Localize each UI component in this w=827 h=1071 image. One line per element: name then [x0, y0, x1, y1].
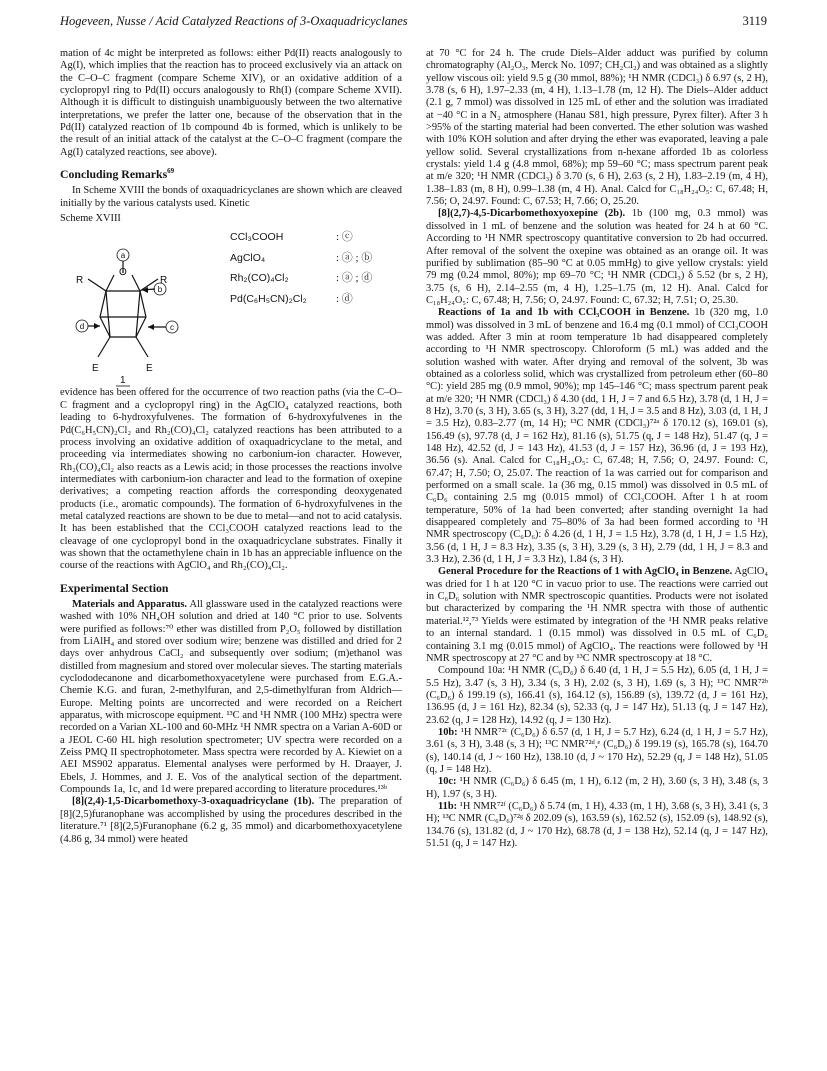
paragraph-lead: [8](2,4)-1,5-Dicarbomethoxy-3-oxaquadricyclane (1b). — [72, 796, 315, 808]
left-column — [60, 48, 402, 846]
label-e-left: E — [92, 363, 99, 375]
reagent-row — [230, 252, 402, 273]
paragraph: Reactions of 1a and 1b with CCl₃COOH in Benzene. 1b (320 mg, 1.0 mmol) was dissolved in 3 mL of benzene and 16.4 mg (0.1 mmol) of CCl₃COOH was added. After 3 min at room temperature 1b had disappeared completely according to ¹H NMR spectroscopy. Chloroform (5 mL) was added and the solution washed with water. After drying and removal of the solvent, 3b was obtained as a colorless solid, which was crystallized from petroleum ether (60–80 °C): yield 285 mg (0.9 mmol, 90%); mp 145–146 °C; mass spectrum parent peak at m/e 320; ¹H NMR (CDCl₃) δ 4.30 (dd, 1 H, J = 7 and 6.5 Hz), 3.78 (d, 1 H, J = 8 Hz), 3.70 (s, 3 H), 3.65 (s, 3 H), 3.27 (dd, 1 H, J = 3.5 and 8 Hz), 3.03 (d, 1 H, J = 3.5 Hz), 0.83–2.77 (m, 14 H); ¹³C NMR (CDCl₃)⁷²ᵃ δ 170.12 (s), 169.01 (s), 156.49 (s), 97.78 (d, J = 162 Hz), 81.16 (s), 51.75 (q, J = 148 Hz), 51.47 (q, J = 148 Hz), 42.52 (d, J = 143 Hz), 41.53 (d, J = 157 Hz), 36.96 (d, J = 193 Hz), 36.56 (s). Anal. Calcd for C₁₈H₂₄O₅: C, 67.48; H, 7.56; O, 24.97. Found: C, 67.47; H, 7.50; O, 25.07. The reaction of 1a was carried out for comparison and performed on a small scale. 1a (36 mg, 0.15 mmol) was dissolved in 0.5 mL of C₆D₆ containing 2.5 mg (0.015 mmol) of CCl₃COOH. After 1 h at room temperature, 50% of 1a had been converted; after standing overnight 1a had disappeared completely and 75–80% of 3a had been formed according to ¹H NMR spectroscopy (C₆D₆): δ 4.26 (d, 1 H, J = 1.5 Hz), 3.78 (d, 1 H, J = 1.5 Hz), 3.56 (d, 1 H, J = 8.3 Hz), 3.35 (s, 3 H), 3.29 (s, 3 H), 2.79 (dd, 1 H, J = 8.3 and 3.3 Hz), 2.36 (d, 1 H, J = 3.3 Hz), 1.84 (s, 3 H). — [426, 307, 768, 566]
paragraph: General Procedure for the Reactions of 1 with AgClO₄ in Benzene. AgClO₄ was dried for 1 h at 120 °C in vacuo prior to use. The reactions were carried out in C₆D₆ solution with NMR spectroscopic quantities. Products were not isolated but characterized by comparing the ¹H NMR spectra with those of authentic material.¹²,⁷³ Yields were estimated by integration of the ¹H NMR peaks relative to an internal standard. 1 (0.15 mmol) was dissolved in 0.5 mL of C₆D₆ containing 3.1 mg (0.015 mmol) of AgClO₄. The reactions were followed by ¹H NMR spectroscopy at 27 °C and by ¹³C NMR spectroscopy at 18 °C. — [426, 566, 768, 664]
section-heading-concluding: Concluding Remarks$^{69}$ — [60, 167, 175, 182]
paragraph: 11b: ¹H NMR⁷²ᶠ (C₆D₆) δ 5.74 (m, 1 H), 4.33 (m, 1 H), 3.68 (s, 3 H), 3.41 (s, 3 H); ¹³C NMR (C₆D₆)⁷²ᵍ δ 202.09 (s), 163.59 (s), 162.52 (s), 152.09 (s), 148.92 (s), 134.76 (s), 131.82 (d, J ~ 170 Hz), 68.78 (d, J = 138 Hz), 52.14 (q, J = 147 Hz), 51.51 (q, J = 147 Hz). — [426, 800, 768, 849]
reagent-table — [230, 231, 402, 313]
right-column — [426, 48, 768, 850]
bond-label-c: c — [170, 323, 174, 333]
reagent-name: AgClO₄ — [230, 251, 266, 264]
reagent-name: CCl₃COOH — [230, 231, 284, 244]
paragraph: Materials and Apparatus. All glassware used in the catalyzed reactions were washed with 10% NH₄OH solution and dried at 140 °C prior to use. Solvents were purified as follows:⁷⁰ ether was distilled from P₂O₅ followed by distillation from LiAlH₄ and stored over sodium wire; benzene was distilled and dried for 2 days over anhydrous CaCl₂ and subsequently over sodium; (m)ethanol was distilled from magnesium and stored over molecular sieves. The starting materials cyclododecanone and dicarbomethoxyacetylene were purchased from E.G.A.-Chemie K.G. and furan, 2-methylfuran, and 2,5-dimethylfuran from Aldrich—Europe. Melting points are uncorrected and were recorded on a Reichert apparatus, with microscope equipment. ¹³C and ¹H NMR (100 MHz) spectra were recorded on a Varian XL-100 and 60-MHz ¹H NMR spectra on a Varian A-60D or a JEOL C-60 HL high resolution spectrometer; UV spectra were recorded on a Zeiss PMQ II spectrophotometer. Mass spectra were recorded by A. Kiewiet on a AEI MS902 apparatus. Elemental analyses were performed by H. Draayer, J. Ebels, J. Hommes, and J. E. Vos of the analytical section of the department. Compounds 1a, 1c, and 1d were prepared according to literature procedures.¹³ᵇ — [60, 598, 402, 796]
paragraph-lead: 11b: — [438, 800, 458, 812]
reagent-name: Pd(C₆H₅CN)₂Cl₂ — [230, 292, 307, 305]
oxaquadricyclane-structure — [60, 227, 230, 387]
paragraph-lead: Materials and Apparatus. — [72, 598, 187, 610]
paragraph: evidence has been offered for the occurrence of two reaction paths (via the C–O–C fragment and a cyclopropyl ring) in the AgClO₄ catalyzed reactions, both leading to 6-hydroxyfulvenes. The formation of 6-hydroxyfulvenes in the Pd(C₆H₅CN)₂Cl₂ and Rh₂(CO)₄Cl₂ catalyzed reactions has been attributed to a process involving an oxidative addition of oxaquadricyclane to the metal, and proceeding via intermediates showing no carbonium-ion character. However, Rh₂(CO)₄Cl₂ also reacts as a Lewis acid; in those processes the reactions involve intermediates with carbonium-ion character and lead to the formation of oxepine derivatives; a competing reaction affords the corresponding deoxygenated products (i.e., aromatic compounds). The formation of 6-hydroxyfulvenes in the metal catalyzed reactions are shown to be due to metal—and not to acid catalysis. It has been established that the CCl₃COOH catalyzed reactions lead to the cleavage of one cyclopropyl bond in the oxaquadricyclane substrates. Finally it was shown that the octamethylene chain in 1b has an appreciable influence on the course of the reactions with AgClO₄ and Rh₂(CO)₄Cl₂. — [60, 387, 402, 572]
cleavage-sites: : ⓐ ; ⓑ — [336, 251, 373, 264]
paragraph: at 70 °C for 24 h. The crude Diels–Alder adduct was purified by column chromatography (Al₂O₃, Merck No. 1097; CH₂Cl₂) and was obtained as a slightly yellow viscous oil: yield 9.5 g (30 mmol, 88%); ¹H NMR (CDCl₃) δ 6.97 (s, 2 H), 3.78 (s, 6 H), 1.97–2.33 (m, 4 H), 1.13–1.78 (m, 12 H). The Diels–Alder adduct (2.1 g, 7 mmol) was dissolved in 125 mL of ether and the solution was irradiated at −40 °C in a N₂ atmosphere (Hanau S81, high pressure, Pyrex filter). After 3 h >95% of the starting material had been converted. The ether solution was washed with 10% KOH solution and after drying the ether was evaporated, leaving a pale yellow solid. Several crystallizations from n-hexane afforded 1b as colorless crystals: yield 1.4 g (4.8 mmol, 68%); mp 59–60 °C; mass spectrum parent peak at m/e 320; ¹H NMR (CDCl₃) δ 3.70 (s, 6 H), 2.63 (s, 2 H), 1.83–2.19 (m, 4 H), 1.38–1.83 (m, 8 H), 0.99–1.38 (m, 4 H). Anal. Calcd for C₁₈H₂₄O₅: C, 67.48; H, 7.56; O, 24.97. Found: C, 67.53; H, 7.66; O, 25.20. — [426, 48, 768, 208]
paragraph: 10c: ¹H NMR (C₆D₆) δ 6.45 (m, 1 H), 6.12 (m, 2 H), 3.60 (s, 3 H), 3.48 (s, 3 H), 1.97 (s, 3 H). — [426, 776, 768, 800]
label-r-left: R — [76, 275, 84, 287]
cleavage-sites: : ⓓ — [336, 292, 353, 305]
scheme-figure — [60, 227, 402, 387]
paragraph-lead: 10c: — [438, 776, 457, 788]
label-o: O — [119, 267, 127, 279]
reagent-row — [230, 272, 402, 293]
bond-label-a: a — [120, 251, 126, 261]
paragraph: mation of 4c might be interpreted as follows: either Pd(II) reacts analogously to Ag(I), which implies that the reaction has to proceed exclusively via an attack on the C–O–C fragment (compare Scheme XIV), or an oxidative addition of a cyclopropyl ring to Pd(II) occurs analogously to Rh(I) (compare Scheme XVII). Although it is difficult to distinguish unambiguously between the two alternative interpretations, we prefer the latter one, because of the observation that in the Pd(II) catalyzed reaction of 1b compound 4b is formed, which is unlikely to be the result of an initial attack of the catalyst at the C–O–C fragment (compare the Ag(I) catalyzed reactions, see above). — [60, 48, 402, 158]
paragraph-lead: [8](2,7)-4,5-Dicarbomethoxyoxepine (2b). — [438, 208, 626, 220]
paragraph-lead: General Procedure for the Reactions of 1 with AgClO₄ in Benzene. — [438, 566, 733, 578]
paragraph: 10b: ¹H NMR⁷²ᶜ (C₆D₆) δ 6.57 (d, 1 H, J = 5.7 Hz), 6.24 (d, 1 H, J = 5.7 Hz), 3.61 (s, 3 H), 3.48 (s, 3 H); ¹³C NMR⁷²ᵈ,ᵉ (C₆D₆) δ 199.19 (s), 165.78 (s), 164.70 (s), 140.14 (d, J ~ 160 Hz), 138.10 (d, J ~ 170 Hz), 52.29 (q, J = 148 Hz), 51.05 (q, J = 148 Hz). — [426, 726, 768, 775]
reagent-row — [230, 293, 402, 314]
label-r-right: R — [160, 275, 168, 287]
section-heading-experimental: Experimental Section — [60, 580, 169, 595]
paragraph: [8](2,4)-1,5-Dicarbomethoxy-3-oxaquadricyclane (1b). The preparation of [8](2,5)furanophane was accomplished by using the procedures described in the literature.⁷¹ [8](2,5)Furanophane (6.2 g, 35 mmol) and dicarbomethoxyacetylene (4.86 g, 34 mmol) were heated — [60, 796, 402, 845]
label-e-right: E — [146, 363, 153, 375]
page-number: 3119 — [742, 14, 767, 28]
bond-label-b: b — [157, 285, 163, 295]
reagent-name: Rh₂(CO)₄Cl₂ — [230, 272, 289, 285]
scheme-label: Scheme XVIII — [60, 213, 121, 225]
bond-label-d: d — [79, 322, 85, 332]
cleavage-sites: : ⓒ — [336, 231, 353, 244]
paragraph: [8](2,7)-4,5-Dicarbomethoxyoxepine (2b). 1b (100 mg, 0.3 mmol) was dissolved in 1 mL of benzene and the solution was heated for 24 h at 60 °C. According to ¹H NMR spectroscopy quantitative conversion to 2b had occurred. After removal of the solvent the oxepine was obtained as an orange oil. It was purified by sublimation (85–90 °C at 0.05 mmHg) to give yellow crystals: yield 79 mg (0.24 mmol, 80%); mp 69–70 °C; ¹H NMR (CDCl₃) δ 5.52 (br s, 2 H), 3.75 (s, 6 H), 2.14–2.55 (m, 4 H), 1.25–1.75 (m, 12 H). Anal. Calcd for C₁₈H₂₄O₅: C, 67.48; H, 7.56; O, 24.97. Found: C, 67.32; H, 7.51; O, 25.30. — [426, 208, 768, 306]
cleavage-sites: : ⓐ ; ⓓ — [336, 272, 373, 285]
label-compound-number: 1 — [120, 375, 126, 387]
paragraph-lead: 10b: — [438, 726, 458, 738]
running-header — [60, 14, 767, 30]
paragraph: Compound 10a: ¹H NMR (C₆D₆) δ 6.40 (d, 1 H, J = 5.5 Hz), 6.05 (d, 1 H, J = 5.5 Hz), 3.47 (s, 3 H), 3.34 (s, 3 H), 2.02 (s, 3 H), 1.69 (s, 3 H); ¹³C NMR⁷²ᵇ (C₆D₆) δ 199.19 (s), 166.41 (s), 164.12 (s), 156.89 (s), 139.72 (d, J = 161 Hz), 136.95 (d, J = 161 Hz), 82.34 (s), 52.33 (q, J = 147 Hz), 51.13 (q, J = 147 Hz), 23.62 (q, J = 128 Hz), 14.92 (q, J = 130 Hz). — [426, 665, 768, 726]
running-title: Hogeveen, Nusse / Acid Catalyzed Reactions of 3-Oxaquadricyclanes — [60, 14, 408, 28]
paragraph: In Scheme XVIII the bonds of oxaquadricyclanes are shown which are cleaved initially by the various catalysts used. Kinetic — [60, 185, 402, 209]
paragraph-lead: Reactions of 1a and 1b with CCl₃COOH in Benzene. — [438, 307, 690, 319]
reagent-row — [230, 231, 402, 252]
